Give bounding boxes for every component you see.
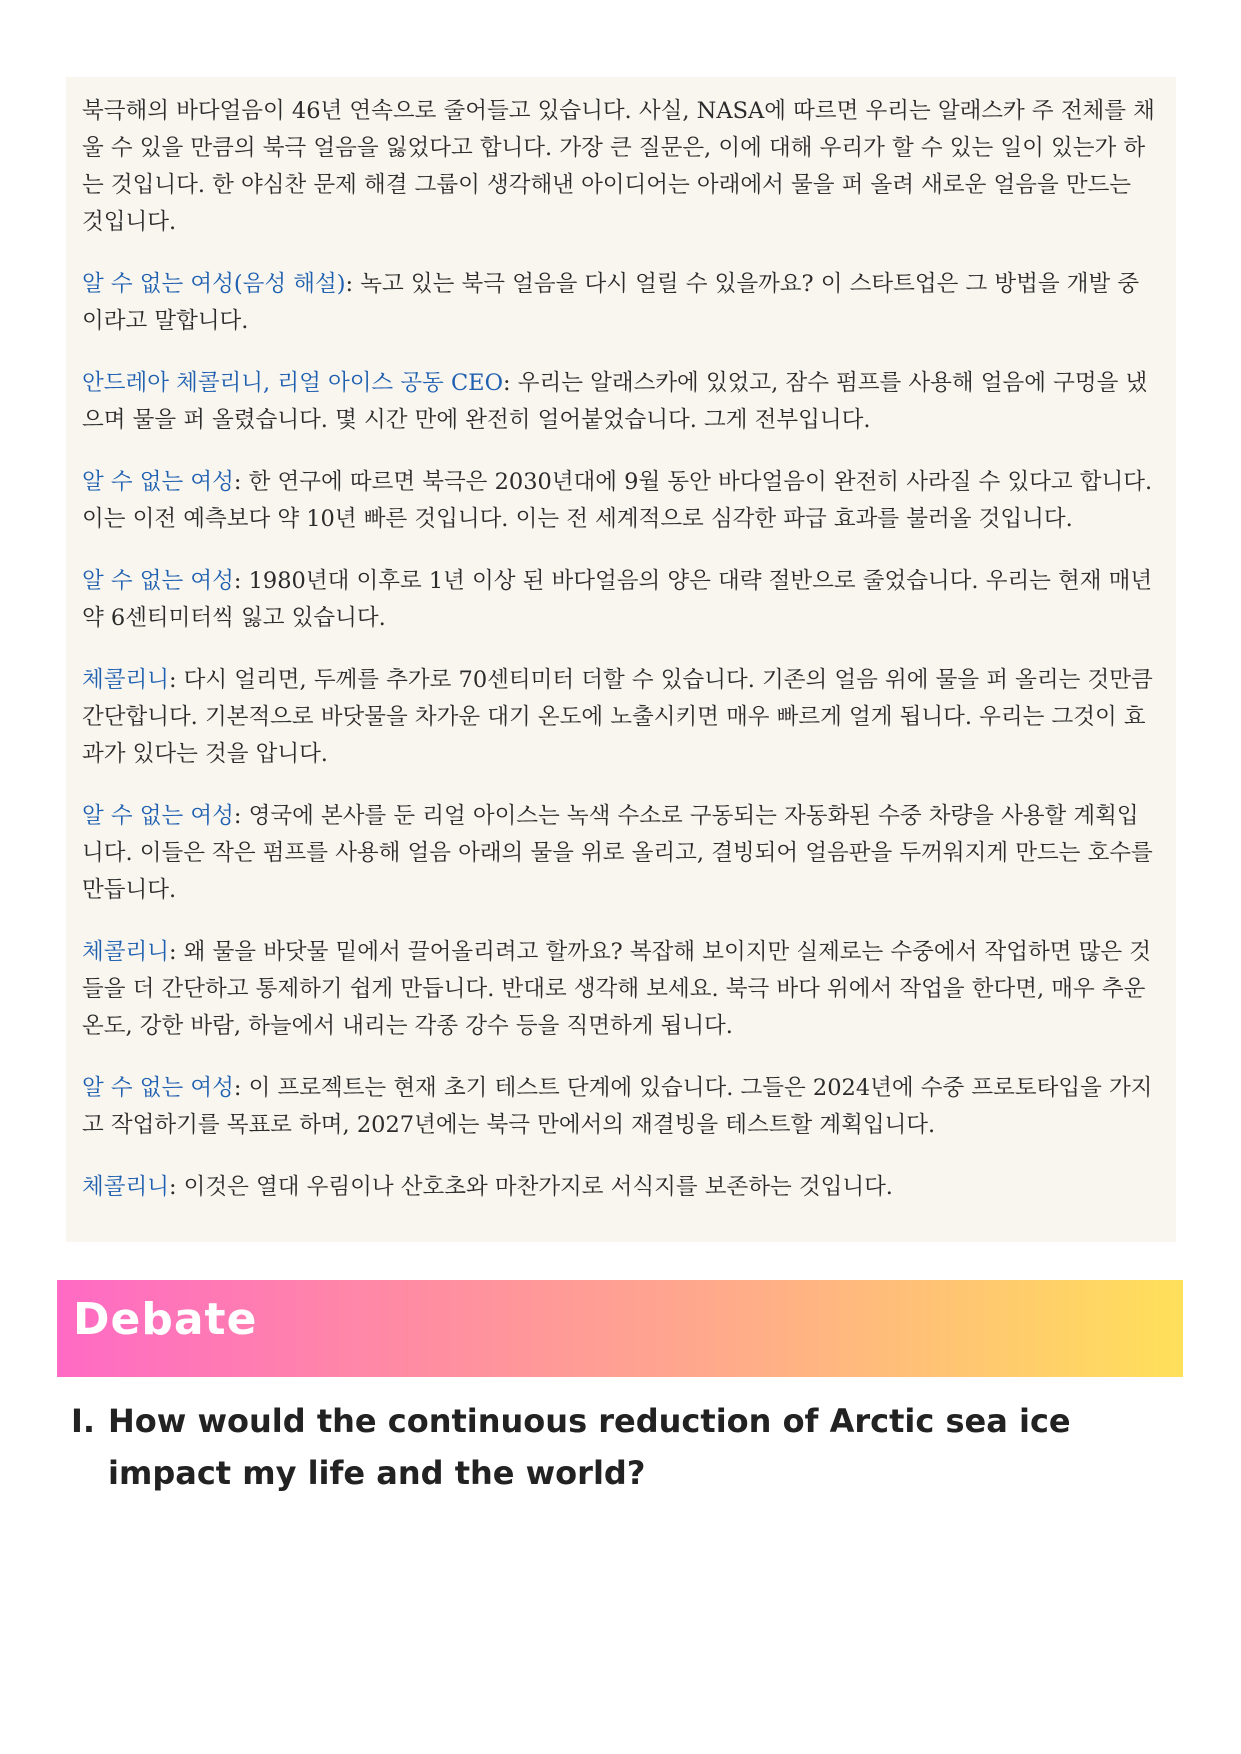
transcript-paragraph [82, 563, 1158, 637]
paragraph-text: : 이 프로젝트는 현재 초기 테스트 단계에 있습니다. 그들은 2024년에 수중 프로토타입을 가지고 작업하기를 목표로 하며, 2027년에는 북극 만에서의 재결빙을 테스트할 계획입니다. [82, 1075, 1153, 1138]
paragraph-text: : 1980년대 이후로 1년 이상 된 바다얼음의 양은 대략 절반으로 줄었습니다. 우리는 현재 매년 약 6센티미터씩 잃고 있습니다. [82, 568, 1153, 631]
paragraph-text: 북극해의 바다얼음이 46년 연속으로 줄어들고 있습니다. 사실, NASA에 따르면 우리는 알래스카 주 전체를 채울 수 있을 만큼의 북극 얼음을 잃었다고 합니다. 가장 큰 질문은, 이에 대해 우리가 할 수 있는 일이 있는가 하는 것입니다. 한 야심찬 문제 해결 그룹이 생각해낸 아이디어는 아래에서 물을 퍼 올려 새로운 얼음을 만드는 것입니다. [82, 98, 1155, 235]
transcript-paragraph [82, 266, 1158, 340]
speaker-label: 알 수 없는 여성 [82, 469, 234, 495]
paragraph-text: : 다시 얼리면, 두께를 추가로 70센티미터 더할 수 있습니다. 기존의 얼음 위에 물을 퍼 올리는 것만큼 간단합니다. 기본적으로 바닷물을 차가운 대기 온도에 노출시키면 매우 빠르게 얼게 됩니다. 우리는 그것이 효과가 있다는 것을 압니다. [82, 667, 1153, 767]
transcript-paragraph [82, 464, 1158, 538]
question-number: I. [71, 1402, 96, 1440]
paragraph-text: : 왜 물을 바닷물 밑에서 끌어올리려고 할까요? 복잡해 보이지만 실제로는 수중에서 작업하면 많은 것들을 더 간단하고 통제하기 쉽게 만듭니다. 반대로 생각해 보세요. 북극 바다 위에서 작업을 한다면, 매우 추운 온도, 강한 바람, 하늘에서 내리는 각종 강수 등을 직면하게 됩니다. [82, 939, 1151, 1039]
speaker-label: 알 수 없는 여성 [82, 1075, 234, 1101]
transcript-paragraph [82, 662, 1158, 773]
paragraph-text: : 우리는 알래스카에 있었고, 잠수 펌프를 사용해 얼음에 구멍을 냈으며 물을 퍼 올렸습니다. 몇 시간 만에 완전히 얼어붙었습니다. 그게 전부입니다. [82, 370, 1148, 433]
speaker-label: 체콜리니 [82, 667, 169, 693]
debate-question [71, 1395, 1181, 1499]
section-banner [57, 1280, 1183, 1377]
transcript-paragraph [82, 93, 1158, 241]
transcript-paragraph [82, 934, 1158, 1045]
section-title: Debate [73, 1294, 258, 1345]
transcript-paragraph [82, 798, 1158, 909]
speaker-label: 안드레아 체콜리니, 리얼 아이스 공동 CEO [82, 370, 504, 396]
speaker-label: 알 수 없는 여성(음성 해설) [82, 271, 346, 297]
paragraph-text: : 이것은 열대 우림이나 산호초와 마찬가지로 서식지를 보존하는 것입니다. [168, 1174, 893, 1200]
transcript-paragraph [82, 365, 1158, 439]
transcript-paragraph [82, 1070, 1158, 1144]
paragraph-text: : 한 연구에 따르면 북극은 2030년대에 9월 동안 바다얼음이 완전히 사라질 수 있다고 합니다. 이는 이전 예측보다 약 10년 빠른 것입니다. 이는 전 세계적으로 심각한 파급 효과를 불러올 것입니다. [82, 469, 1153, 532]
speaker-label: 체콜리니 [82, 939, 169, 965]
paragraph-text: : 녹고 있는 북극 얼음을 다시 얼릴 수 있을까요? 이 스타트업은 그 방법을 개발 중이라고 말합니다. [82, 271, 1140, 334]
paragraph-text: : 영국에 본사를 둔 리얼 아이스는 녹색 수소로 구동되는 자동화된 수중 차량을 사용할 계획입니다. 이들은 작은 펌프를 사용해 얼음 아래의 물을 위로 올리고, 결빙되어 얼음판을 두꺼워지게 만드는 호수를 만듭니다. [82, 803, 1153, 903]
speaker-label: 알 수 없는 여성 [82, 803, 234, 829]
speaker-label: 체콜리니 [82, 1174, 169, 1200]
transcript-paragraph [82, 1169, 1158, 1206]
question-text: How would the continuous reduction of Arctic sea ice impact my life and the world? [108, 1402, 1071, 1492]
transcript-panel [66, 77, 1176, 1242]
speaker-label: 알 수 없는 여성 [82, 568, 234, 594]
